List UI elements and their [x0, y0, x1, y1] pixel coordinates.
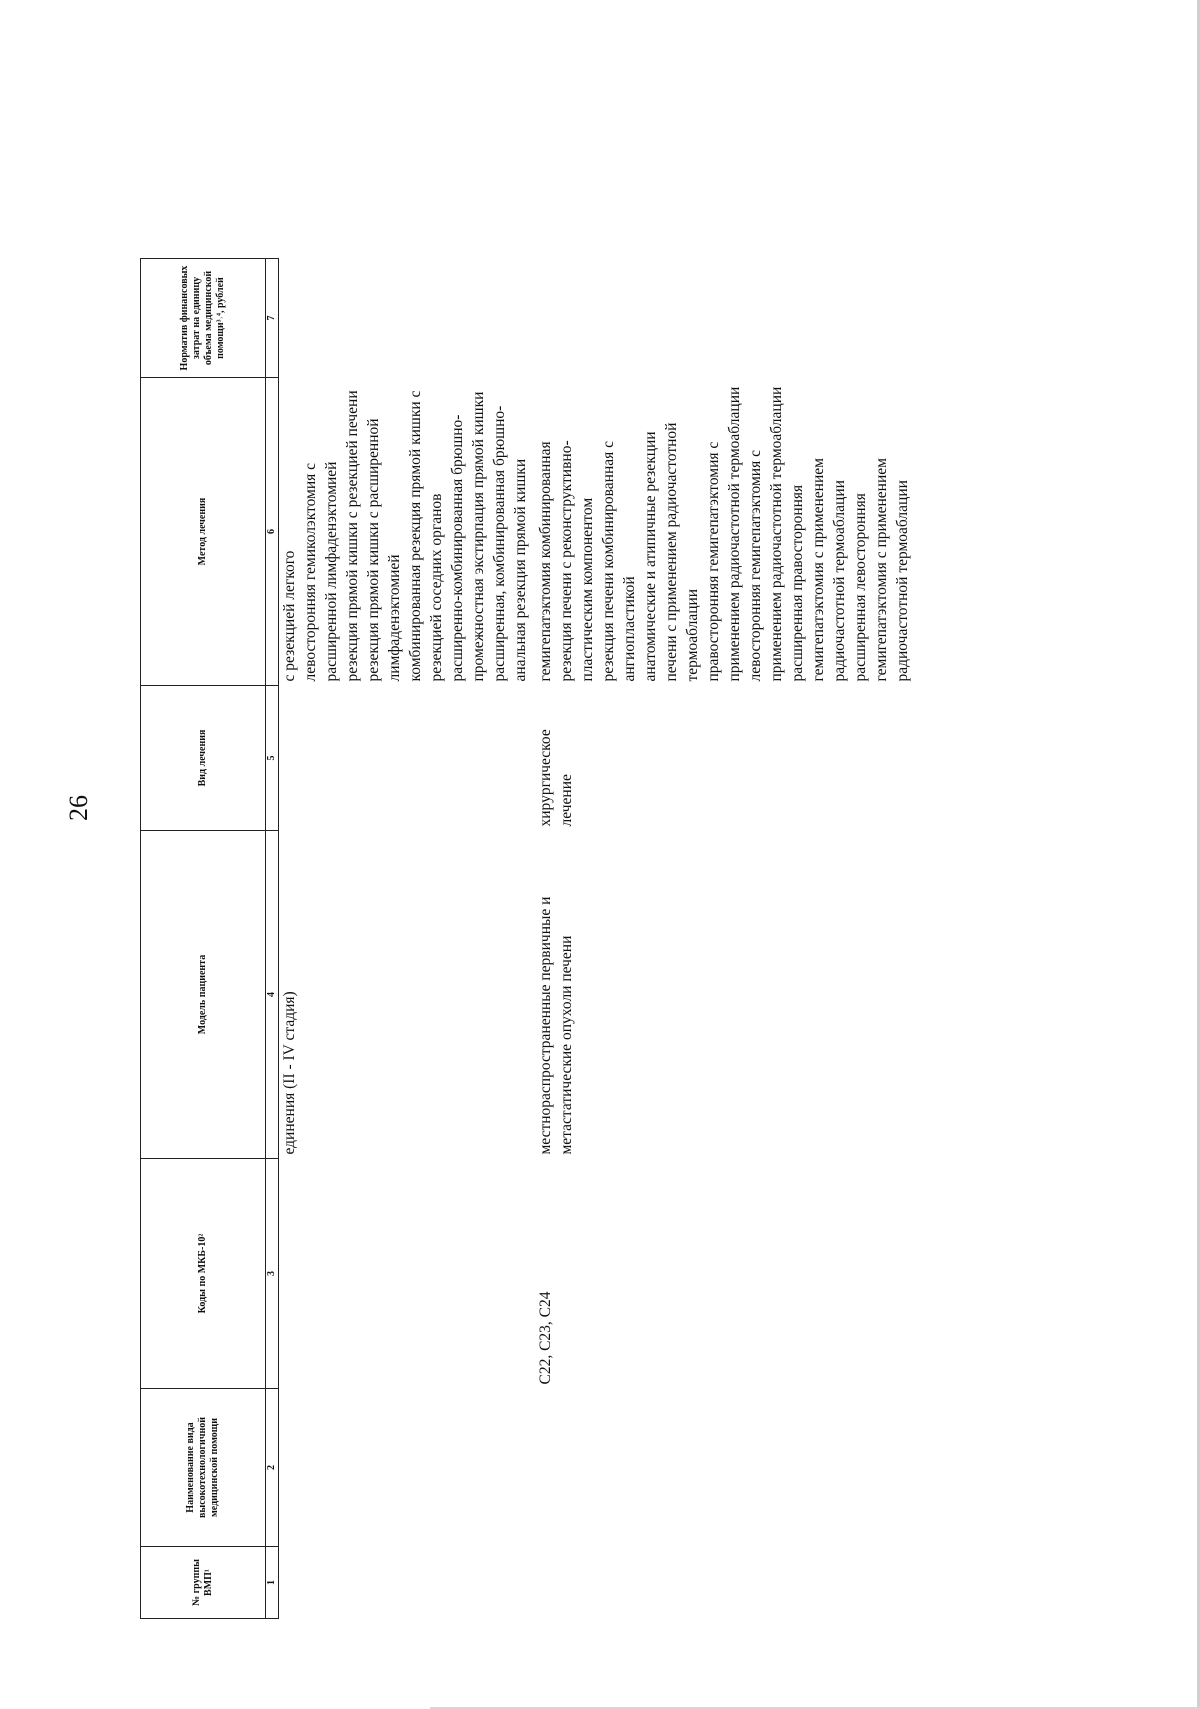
- header-patient-model: Модель пациента: [141, 831, 266, 1159]
- treatment-table: [140, 258, 915, 1619]
- method-item: левосторонняя гемигепатэктомия с применением радиочастотной термоаблации: [747, 386, 785, 682]
- method-item: расширенно-комбинированная брюшно-промежностная экстирпация прямой кишки: [449, 391, 487, 682]
- method-item: резекция прямой кишки с расширенной лимфаденэктомией: [365, 418, 403, 682]
- icd-codes-cell: [279, 1159, 534, 1389]
- header-treatment-method: Метод лечения: [141, 378, 266, 686]
- group-number-cell: [279, 1547, 534, 1619]
- table-row: [279, 259, 534, 1619]
- treatment-type-cell: [279, 686, 534, 831]
- column-number: 3: [266, 1159, 279, 1389]
- header-care-type-name: Наименование вида высокотехнологичной медицинской помощи: [141, 1389, 266, 1547]
- header-icd-codes: Коды по МКБ-10²: [141, 1159, 266, 1389]
- care-type-cell: [279, 1389, 534, 1547]
- treatment-method-cell: [533, 378, 915, 686]
- method-item: анатомические и атипичные резекции печени с применением радиочастотной термоаблации: [642, 422, 701, 682]
- method-item: расширенная левосторонняя гемигепатэктомия с применением радиочастотной термоаблации: [852, 458, 911, 682]
- column-number: 5: [266, 686, 279, 831]
- cost-cell: [533, 259, 915, 378]
- table-row: [533, 259, 915, 1619]
- care-type-cell: [533, 1389, 915, 1547]
- patient-model-cell: местнораспространенные первичные и метастатические опухоли печени: [537, 896, 575, 1155]
- method-item: гемигепатэктомия комбинированная: [537, 441, 554, 682]
- cost-cell: [279, 259, 534, 378]
- column-number-row: [266, 259, 279, 1619]
- method-item: расширенная правосторонняя гемигепатэктомия с применением радиочастотной термоаблации: [789, 458, 848, 682]
- header-treatment-type: Вид лечения: [141, 686, 266, 831]
- method-item: расширенная, комбинированная брюшно-анальная резекция прямой кишки: [491, 405, 529, 682]
- header-row: [141, 259, 266, 1619]
- method-item: левосторонняя гемиколэктомия с расширенной лимфаденэктомией: [302, 461, 340, 682]
- treatment-method-cell: [279, 378, 534, 686]
- column-number: 2: [266, 1389, 279, 1547]
- treatment-type-cell: хирургическое лечение: [537, 729, 575, 827]
- method-item: комбинированная резекция прямой кишки с резекцией соседних органов: [407, 390, 445, 682]
- icd-codes-cell: C22, C23, C24: [537, 1291, 554, 1385]
- method-item: резекция прямой кишки с резекцией печени: [344, 390, 361, 682]
- header-group-number: № группы ВМП¹: [141, 1547, 266, 1619]
- rotated-table: [140, 259, 1200, 1619]
- method-item: с резекцией легкого: [281, 550, 298, 682]
- method-item: резекция печени комбинированная с ангиопластикой: [600, 441, 638, 682]
- page-number: 26: [64, 795, 93, 821]
- group-number-cell: [533, 1547, 915, 1619]
- header-cost-standard: Норматив финансовых затрат на единицу объема медицинской помощи³˒⁴, рублей: [141, 259, 266, 378]
- column-number: 4: [266, 831, 279, 1159]
- column-number: 1: [266, 1547, 279, 1619]
- patient-model-cell: единения (II - IV стадия): [281, 991, 298, 1155]
- column-number: 7: [266, 259, 279, 378]
- method-item: правосторонняя гемигепатэктомия с применением радиочастотной термоаблации: [705, 386, 743, 682]
- column-number: 6: [266, 378, 279, 686]
- method-item: резекция печени с реконструктивно-пластическим компонентом: [558, 440, 596, 682]
